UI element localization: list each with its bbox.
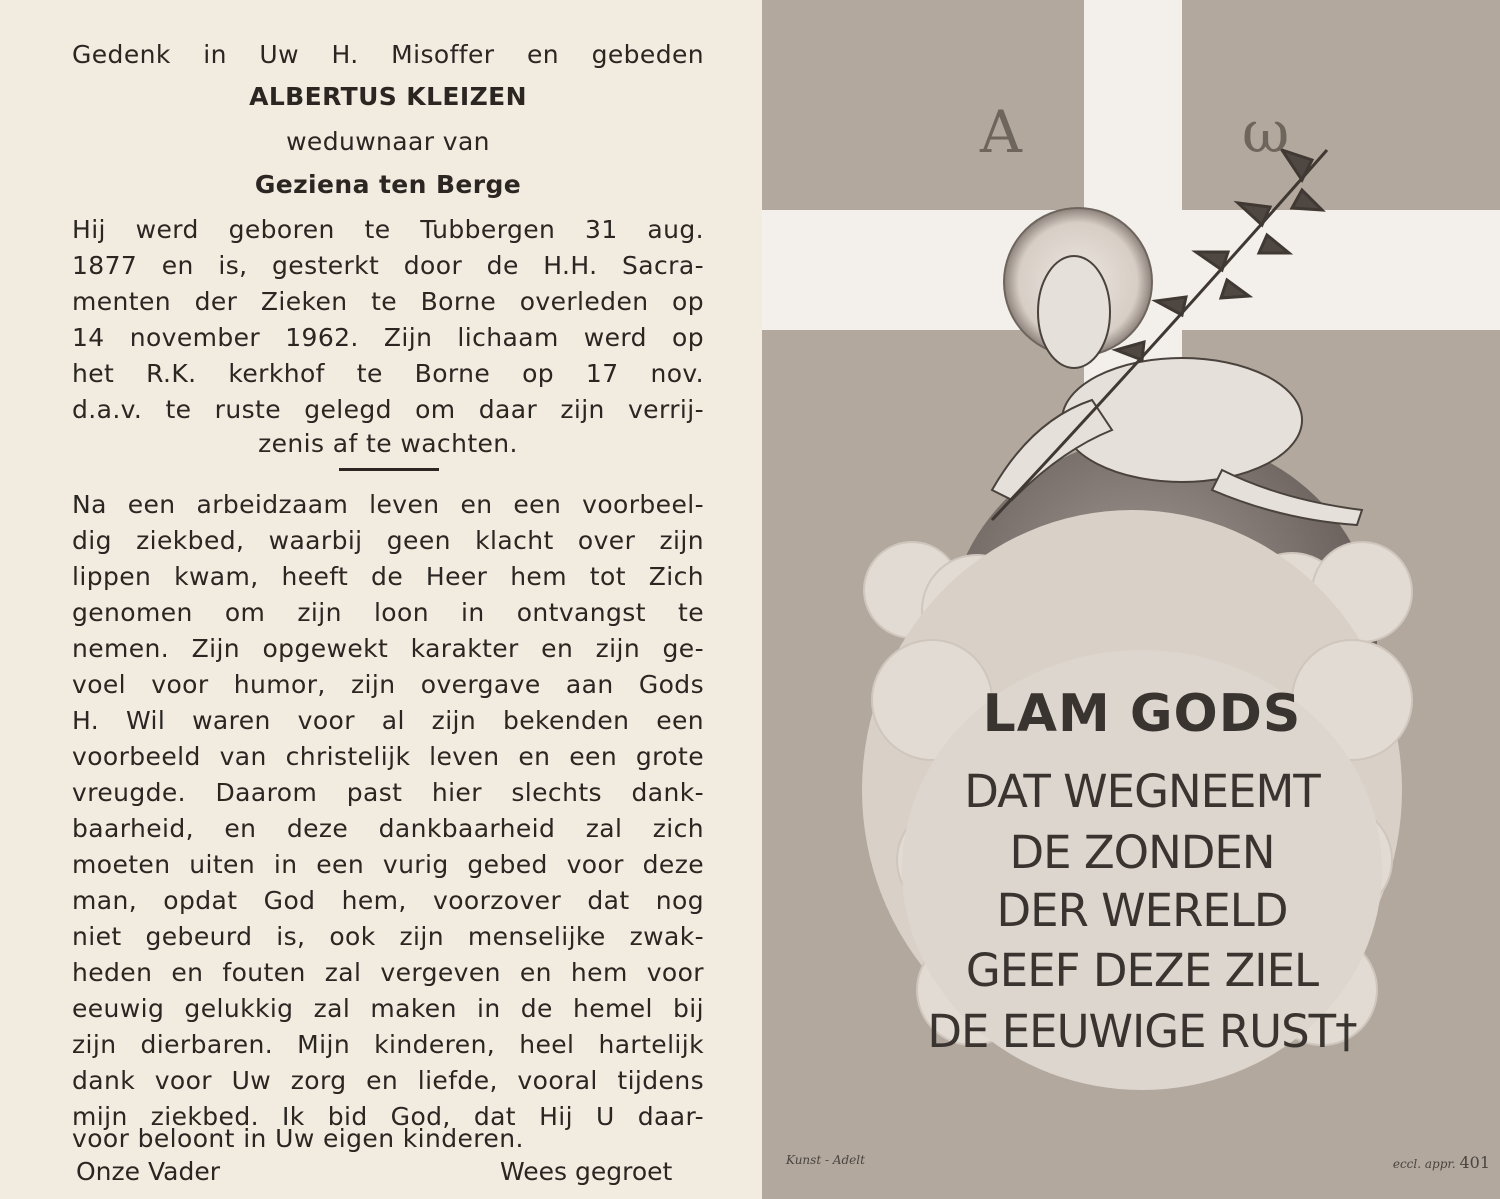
body-line: voor beloont in Uw eigen kinderen. bbox=[72, 1124, 524, 1153]
deceased-name: ALBERTUS KLEIZEN bbox=[249, 82, 527, 111]
body-line: mijn ziekbed. Ik bid God, dat Hij U daar- bbox=[72, 1102, 704, 1131]
approval-text: eccl. appr. bbox=[1392, 1157, 1456, 1171]
bio-line: d.a.v. te ruste gelegd om daar zijn verrij- bbox=[72, 395, 704, 424]
motto-line: DE ZONDEN bbox=[1009, 826, 1275, 879]
prayer-our-father: Onze Vader bbox=[76, 1157, 220, 1186]
bio-line: zenis af te wachten. bbox=[258, 429, 518, 458]
motto-line: DAT WEGNEEMT bbox=[964, 765, 1320, 818]
body-line: dank voor Uw zorg en liefde, vooral tijdens bbox=[72, 1066, 704, 1095]
body-line: lippen kwam, heeft de Heer hem tot Zich bbox=[72, 562, 704, 591]
body-line: niet gebeurd is, ook zijn menselijke zwak- bbox=[72, 922, 704, 951]
header-line: Gedenk in Uw H. Misoffer en gebeden bbox=[72, 40, 704, 69]
bio-line: het R.K. kerkhof te Borne op 17 nov. bbox=[72, 359, 704, 388]
body-line: Na een arbeidzaam leven en een voorbeel- bbox=[72, 490, 704, 519]
body-line: eeuwig gelukkig zal maken in de hemel bij bbox=[72, 994, 704, 1023]
body-line: genomen om zijn loon in ontvangst te bbox=[72, 598, 704, 627]
body-line: zijn dierbaren. Mijn kinderen, heel hartelijk bbox=[72, 1030, 704, 1059]
motto-line: DE EEUWIGE RUST† bbox=[927, 1005, 1357, 1058]
bio-line: 14 november 1962. Zijn lichaam werd op bbox=[72, 323, 704, 352]
body-line: baarheid, en deze dankbaarheid zal zich bbox=[72, 814, 704, 843]
motto-line: GEEF DEZE ZIEL bbox=[965, 944, 1319, 997]
omega-symbol: ω bbox=[1242, 98, 1290, 166]
bio-line: 1877 en is, gesterkt door de H.H. Sacra- bbox=[72, 251, 704, 280]
artist-credit: Kunst - Adelt bbox=[786, 1153, 865, 1167]
prayer-hail-mary: Wees gegroet bbox=[500, 1157, 673, 1186]
devotional-image-panel bbox=[762, 0, 1500, 1199]
body-line: dig ziekbed, waarbij geen klacht over zijn bbox=[72, 526, 704, 555]
body-line: voel voor humor, zijn overgave aan Gods bbox=[72, 670, 704, 699]
divider bbox=[339, 468, 439, 471]
alpha-symbol: A bbox=[980, 98, 1022, 166]
bio-line: Hij werd geboren te Tubbergen 31 aug. bbox=[72, 215, 704, 244]
approval-number: 401 bbox=[1459, 1153, 1490, 1172]
relation-line: weduwnaar van bbox=[286, 127, 490, 156]
spouse-name: Geziena ten Berge bbox=[254, 170, 522, 199]
approval-credit bbox=[1393, 1153, 1490, 1172]
body-line: heden en fouten zal vergeven en hem voor bbox=[72, 958, 704, 987]
body-line: moeten uiten in een vurig gebed voor deze bbox=[72, 850, 704, 879]
motto-title: LAM GODS bbox=[982, 684, 1302, 744]
body-line: vreugde. Daarom past hier slechts dank- bbox=[72, 778, 704, 807]
body-line: voorbeeld van christelijk leven en een grote bbox=[72, 742, 704, 771]
motto-line: DER WERELD bbox=[996, 884, 1288, 937]
body-line: man, opdat God hem, voorzover dat nog bbox=[72, 886, 704, 915]
bio-line: menten der Zieken te Borne overleden op bbox=[72, 287, 704, 316]
body-line: H. Wil waren voor al zijn bekenden een bbox=[72, 706, 704, 735]
body-line: nemen. Zijn opgewekt karakter en zijn ge- bbox=[72, 634, 704, 663]
